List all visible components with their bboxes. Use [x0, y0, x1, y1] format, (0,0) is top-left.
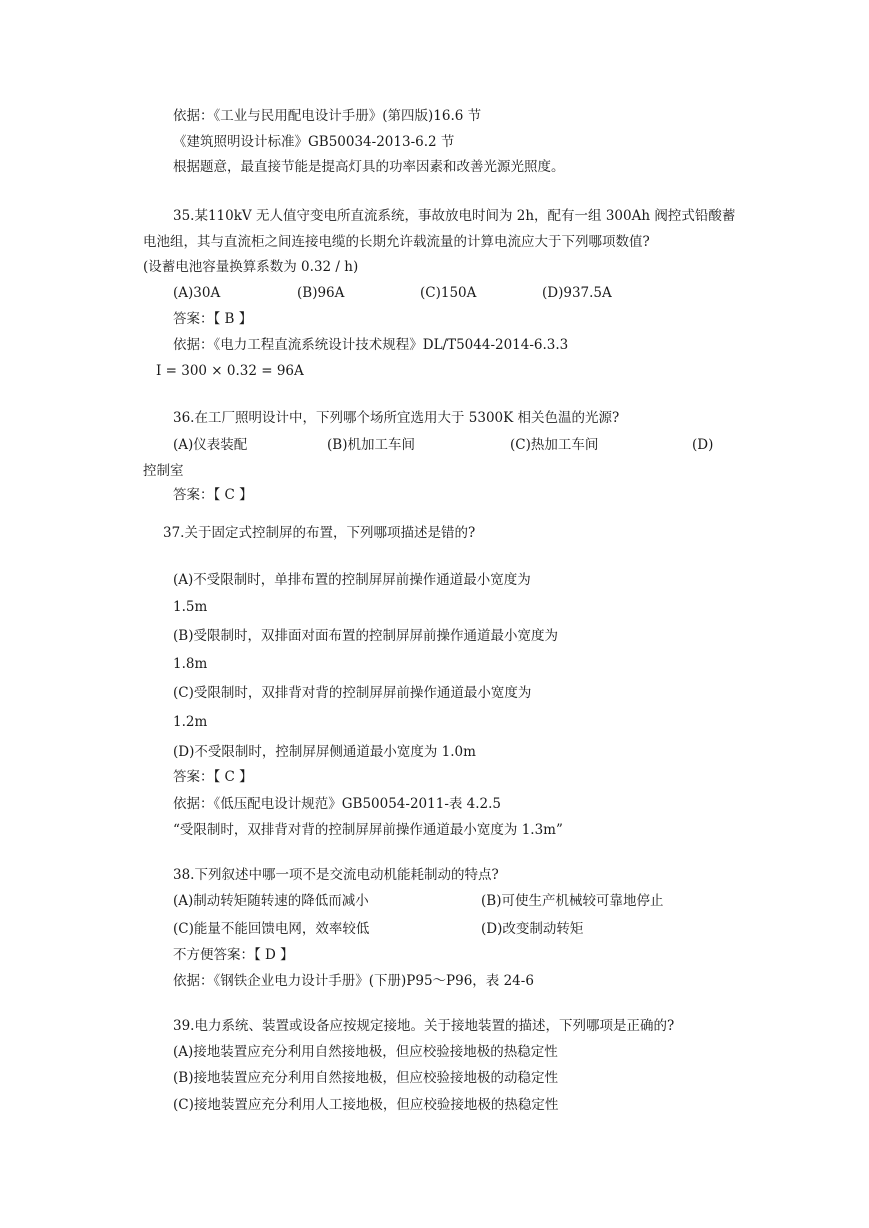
- text-line: 1.5m: [173, 599, 208, 615]
- text-line: 控制室: [143, 463, 184, 479]
- text-line: 依据：《低压配电设计规范》GB50054-2011-表 4.2.5: [173, 796, 502, 812]
- answer: 答案：【 C 】: [173, 487, 253, 503]
- text-line: 依据：《工业与民用配电设计手册》(第四版)16.6 节: [173, 108, 482, 124]
- text-line: 《建筑照明设计标准》GB50034-2013-6.2 节: [173, 134, 455, 150]
- text-line: 根据题意，最直接节能是提高灯具的功率因素和改善光源光照度。: [173, 159, 565, 175]
- question-36: 36.在工厂照明设计中，下列哪个场所宜选用大于 5300K 相关色温的光源?: [173, 410, 620, 426]
- option-c: (C)受限制时，双排背对背的控制屏屏前操作通道最小宽度为: [173, 685, 532, 701]
- question-35: 35.某110kV 无人值守变电所直流系统，事故放电时间为 2h，配有一组 300Ah 阀控式铅酸蓄: [173, 208, 736, 224]
- text-line: (设蓄电池容量换算系数为 0.32 / h): [143, 259, 359, 275]
- option-d: (D)937.5A: [542, 285, 612, 301]
- option-a: (A)制动转矩随转速的降低而减小: [173, 893, 369, 909]
- option-c: (C)150A: [420, 285, 477, 301]
- option-a: (A)接地装置应充分利用自然接地极，但应校验接地极的热稳定性: [173, 1044, 558, 1060]
- option-b: (B)受限制时，双排面对面布置的控制屏屏前操作通道最小宽度为: [173, 628, 558, 644]
- question-37: 37.关于固定式控制屏的布置，下列哪项描述是错的?: [163, 525, 476, 541]
- option-b: (B)可使生产机械较可靠地停止: [481, 893, 664, 909]
- option-a: (A)30A: [173, 285, 221, 301]
- option-a: (A)不受限制时，单排布置的控制屏屏前操作通道最小宽度为: [173, 572, 531, 588]
- option-c: (C)接地装置应充分利用人工接地极，但应校验接地极的热稳定性: [173, 1097, 559, 1113]
- option-c: (C)能量不能回馈电网，效率较低: [173, 921, 370, 937]
- answer: 答案：【 B 】: [173, 311, 253, 327]
- text-line: 依据：《电力工程直流系统设计技术规程》DL/T5044-2014-6.3.3: [173, 337, 569, 353]
- option-b: (B)接地装置应充分利用自然接地极，但应校验接地极的动稳定性: [173, 1070, 558, 1086]
- option-d: (D)不受限制时，控制屏屏侧通道最小宽度为 1.0m: [173, 744, 476, 760]
- question-39: 39.电力系统、装置或设备应按规定接地。关于接地装置的描述，下列哪项是正确的?: [173, 1018, 675, 1034]
- answer: 不方便答案：【 D 】: [173, 947, 294, 963]
- text-line: 1.8m: [173, 656, 208, 672]
- question-38: 38.下列叙述中哪一项不是交流电动机能耗制动的特点?: [173, 867, 499, 883]
- text-line: 电池组，其与直流柜之间连接电缆的长期允许载流量的计算电流应大于下列哪项数值?: [143, 234, 650, 250]
- option-a: (A)仪表装配: [173, 437, 248, 453]
- text-line: 1.2m: [173, 714, 208, 730]
- formula: I = 300 × 0.32 = 96A: [156, 363, 304, 379]
- text-line: 依据：《钢铁企业电力设计手册》(下册)P95～P96，表 24-6: [173, 973, 534, 989]
- option-b: (B)96A: [297, 285, 345, 301]
- option-c: (C)热加工车间: [510, 437, 599, 453]
- option-b: (B)机加工车间: [327, 437, 415, 453]
- answer: 答案：【 C 】: [173, 769, 253, 785]
- option-d: (D)改变制动转矩: [481, 921, 584, 937]
- text-line: “受限制时，双排背对背的控制屏屏前操作通道最小宽度为 1.3m”: [173, 822, 563, 838]
- option-d: (D): [692, 437, 714, 453]
